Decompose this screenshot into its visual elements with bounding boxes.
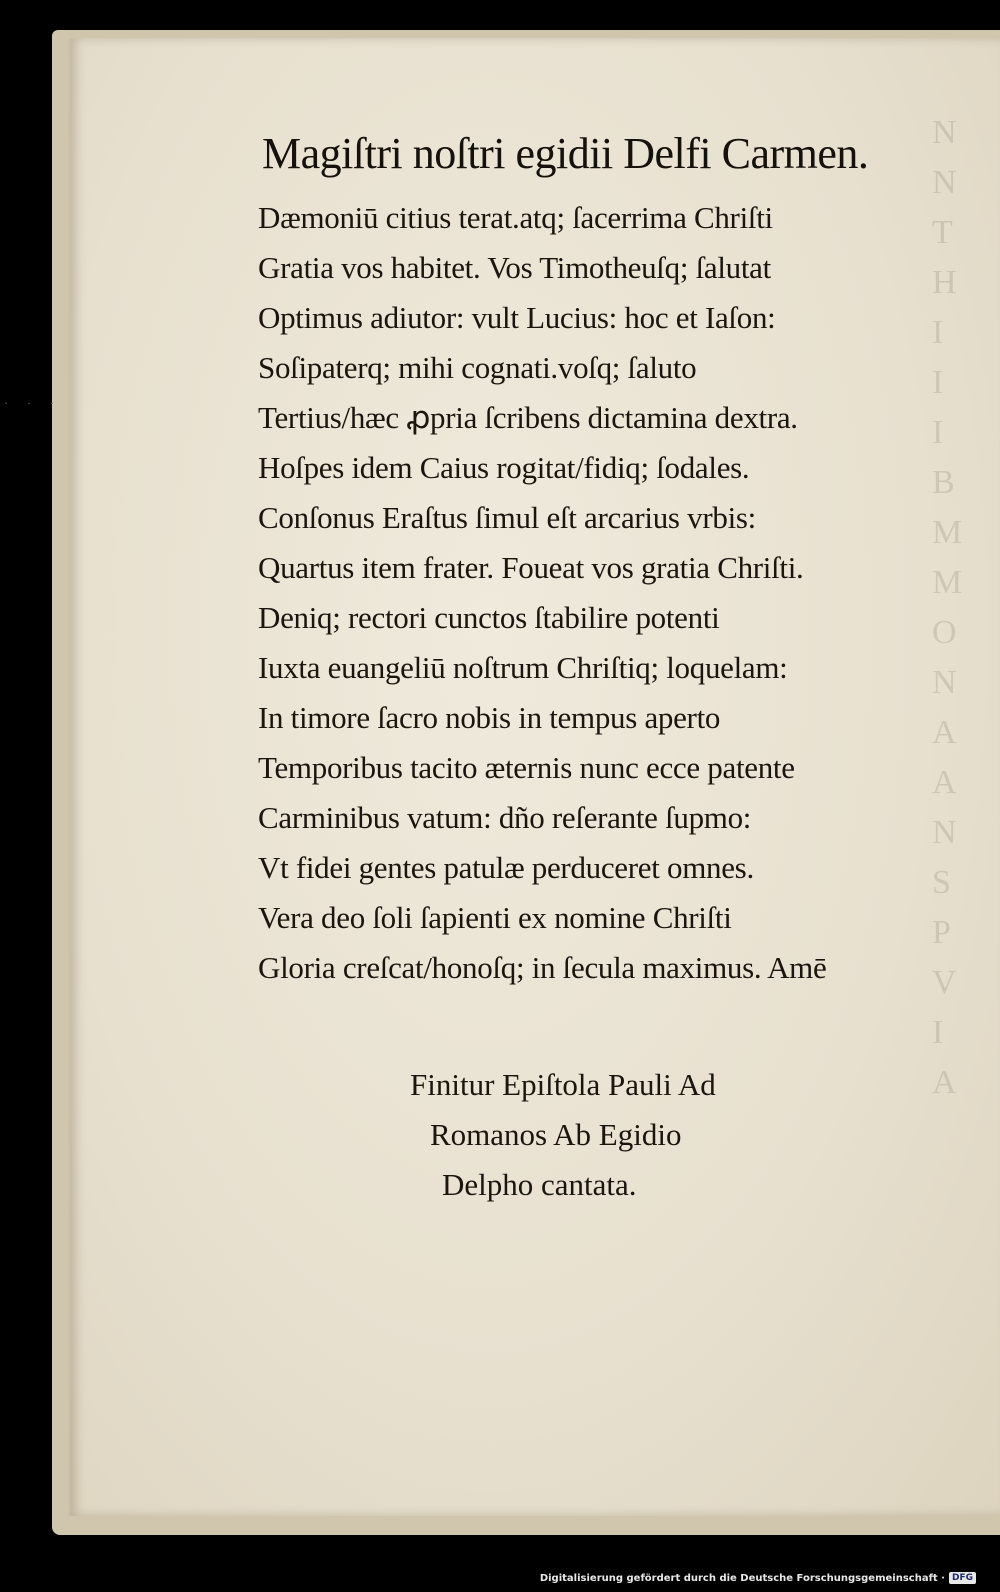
edge-marks: · · · xyxy=(4,396,62,410)
verse-line: Deniq; rectori cunctos ſtabilire potenti xyxy=(258,600,720,635)
verse-line: Hoſpes idem Caius rogitat/fidiq; ſodales. xyxy=(258,450,750,485)
verse-line: Tertius/hæc ꝓpria ſcribens dictamina dextra. xyxy=(258,400,798,435)
colophon-line: Delpho cantata. xyxy=(442,1167,637,1202)
colophon-line: Romanos Ab Egidio xyxy=(430,1117,682,1152)
verse-line: Carminibus vatum: dño reſerante ſupmo: xyxy=(258,800,752,835)
poem-verse xyxy=(258,193,826,993)
dfg-logo-icon: DFG xyxy=(949,1572,976,1584)
verse-line: Vt fidei gentes patulæ perduceret omnes. xyxy=(258,850,754,885)
show-through-text: N N T H I I I B M M O N A A N S P V I A xyxy=(932,114,963,1101)
verse-line: Iuxta euangeliū noſtrum Chriſtiq; loquelam: xyxy=(258,650,788,685)
colophon-line: Finitur Epiſtola Pauli Ad xyxy=(410,1067,716,1102)
verse-line: Gratia vos habitet. Vos Timotheuſq; ſalutat xyxy=(258,250,771,285)
verse-line: In timore ſacro nobis in tempus aperto xyxy=(258,700,721,735)
verse-line: Quartus item frater. Foueat vos gratia Chriſti. xyxy=(258,550,804,585)
colophon xyxy=(410,1060,770,1210)
verse-line: Dæmoniū citius terat.atq; ſacerrima Chriſti xyxy=(258,200,773,235)
verse-line: Conſonus Eraſtus ſimul eſt arcarius vrbis: xyxy=(258,500,756,535)
verse-line: Gloria creſcat/honoſq; in ſecula maximus. Amē xyxy=(258,950,827,985)
footer-text: Digitalisierung gefördert durch die Deutsche Forschungsgemeinschaft · xyxy=(539,1572,945,1584)
funding-footer xyxy=(540,1568,976,1588)
verse-line: Vera deo ſoli ſapienti ex nomine Chriſti xyxy=(258,900,732,935)
verse-line: Temporibus tacito æternis nunc ecce patente xyxy=(258,750,795,785)
poem-title: Magiſtri noſtri egidii Delfi Carmen. xyxy=(262,129,869,178)
verse-line: Soſipaterq; mihi cognati.voſq; ſaluto xyxy=(258,350,697,385)
verse-line: Optimus adiutor: vult Lucius: hoc et Iaſon: xyxy=(258,300,776,335)
